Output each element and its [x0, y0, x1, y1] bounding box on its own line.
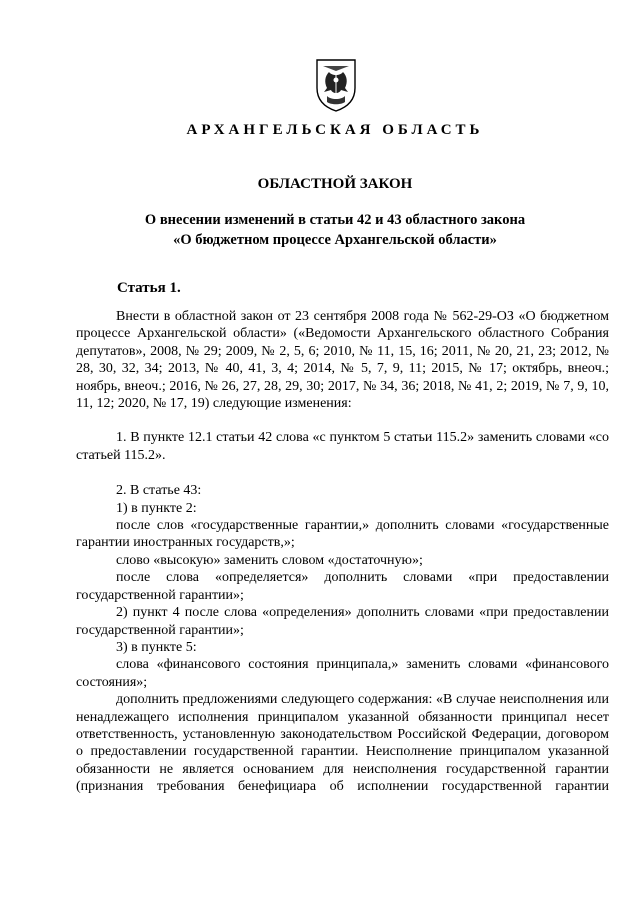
law-subject-line-2: «О бюджетном процессе Архангельской области»: [173, 232, 497, 248]
paragraph-text: дополнить предложениями следующего содержания: «В случае неисполнения или ненадлежащего исполнения принципалом указанной обязанности принципал несет ответственность, установленную законодательством Российской Федерации, договором о предоставлении государственной гарантии. Неисполнение принципалом указанной обязанности не является основанием для неисполнения государственной гарантии (признания требования бенефициара об исполнении государственной гарантии: [76, 692, 609, 795]
paragraph-item-2: 2. В статье 43:: [116, 483, 202, 499]
paragraph-intro: Внести в областной закон от 23 сентября 2008 года № 562-29-ОЗ «О бюджетном процессе Архангельской области» («Ведомости Архангельского областного Собрания депутатов», 2008, № 29; 2009, № 2, 5, 6; 2010, № 11, 15, 16; 2011, № 20, 21, 23; 2012, № 28, 30, 32, 34; 2013, № 40, 41, 3, 4; 2014, № 5, 7, 9, 11; 2015, № 17; октябрь, внеоч.; ноябрь, внеоч.; 2016, № 26, 27, 28, 29, 30; 2017, № 34, 36; 2018, № 41, 2; 2019, № 7, 9, 10, 11, 12; 2020, № 17, 19) следующие изменения:: [76, 309, 609, 412]
paragraph-item-1: 1. В пункте 12.1 статьи 42 слова «с пунктом 5 статьи 115.2» заменить словами «со статьей 115.2».: [76, 430, 609, 463]
paragraph-subitem-1: 1) в пункте 2:: [116, 500, 197, 516]
paragraph-subitem-3: 3) в пункте 5:: [116, 639, 197, 655]
region-name: АРХАНГЕЛЬСКАЯ ОБЛАСТЬ: [186, 122, 484, 138]
article-body: [76, 308, 609, 796]
law-subject-line-1: О внесении изменений в статьи 42 и 43 областного закона: [144, 212, 526, 228]
paragraph-text: после слова «определяется» дополнить словами «при предоставлении государственной гарантии»;: [76, 570, 609, 603]
coat-of-arms-emblem: [315, 58, 357, 112]
law-type-heading: ОБЛАСТНОЙ ЗАКОН: [257, 176, 413, 192]
paragraph-subitem-2: 2) пункт 4 после слова «определения» дополнить словами «при предоставлении государственной гарантии»;: [76, 605, 609, 638]
article-title: Статья 1.: [117, 280, 181, 296]
law-subject: [0, 210, 640, 250]
paragraph-text: слово «высокую» заменить словом «достаточную»;: [116, 552, 423, 568]
paragraph-text: слова «финансового состояния принципала,» заменить словами «финансового состояния»;: [76, 657, 609, 690]
paragraph-text: после слов «государственные гарантии,» дополнить словами «государственные гарантии иностранных государств,»;: [76, 518, 609, 551]
